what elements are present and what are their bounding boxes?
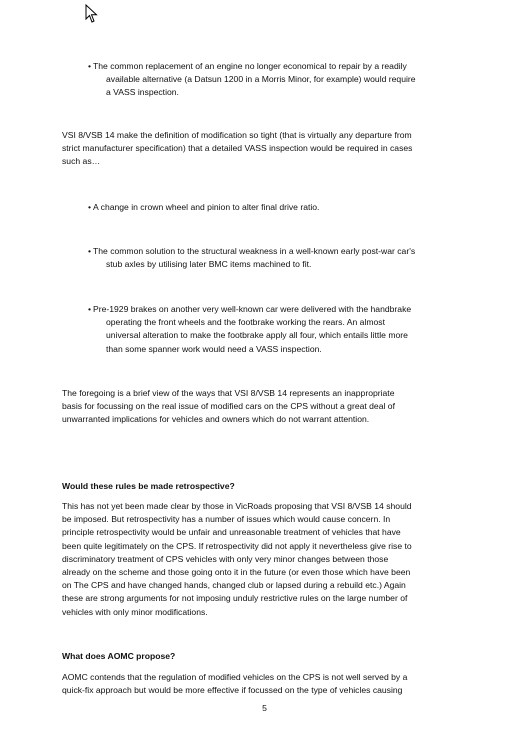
bullet-icon: • <box>88 61 92 71</box>
bullet-item-crown-wheel: • A change in crown wheel and pinion to alter final drive ratio. <box>88 201 476 214</box>
bullet-item-pre1929-brakes: • Pre-1929 brakes on another very well-known car were delivered with the handbrake operating the front wheels and the footbrake working the rears. An almost universal alteration to make the footbrake apply all four, which entails little more than some spanner work would need a VASS inspection. <box>88 304 412 354</box>
paragraph-aomc: AOMC contends that the regulation of modified vehicles on the CPS is not well served by a quick-fix approach but would be more effective if focussed on the type of vehicles causing <box>62 672 408 696</box>
page-number: 5 <box>262 703 267 713</box>
paragraph-vsi-definition: VSI 8/VSB 14 make the definition of modification so tight (that is virtually any departure from strict manufacturer specification) that a detailed VASS inspection would be required in cases such as… <box>62 130 413 167</box>
bullet-item-stub-axles: • The common solution to the structural weakness in a well-known early post-war car's stub axles by utilising later BMC items machined to fit. <box>88 246 416 270</box>
bullet-icon: • <box>88 246 92 256</box>
mouse-pointer-icon <box>85 4 99 24</box>
bullet-icon: • <box>88 202 92 212</box>
heading-retrospective: Would these rules be made retrospective? <box>62 481 235 491</box>
heading-aomc-propose: What does AOMC propose? <box>62 651 176 661</box>
bullet-item-engine-replacement: • The common replacement of an engine no longer economical to repair by a readily available alternative (a Datsun 1200 in a Morris Minor, for example) would require a VASS inspection. <box>88 61 416 98</box>
paragraph-retrospective: This has not yet been made clear by those in VicRoads proposing that VSI 8/VSB 14 should be imposed. But retrospectivity has a number of issues which would cause concern. In principle retrospectivity would be unfair and unreasonable treatment of vehicles that have been quite legitimately on the CPS. If retrospectivity did not apply it nevertheless give rise to discriminatory treatment of CPS vehicles with only very minor changes between those already on the scheme and those going onto it in the future (or even those which have been on The CPS and have changed hands, changed club or lapsed during a rebuild etc.) Again these are strong arguments for not imposing unduly restrictive rules on the large number of vehicles with only minor modifications. <box>62 501 412 617</box>
paragraph-foregoing: The foregoing is a brief view of the ways that VSI 8/VSB 14 represents an inappropriate basis for focussing on the real issue of modified cars on the CPS without a great deal of unwarranted implications for vehicles and owners which do not warrant attention. <box>62 388 395 425</box>
bullet-icon: • <box>88 304 92 314</box>
